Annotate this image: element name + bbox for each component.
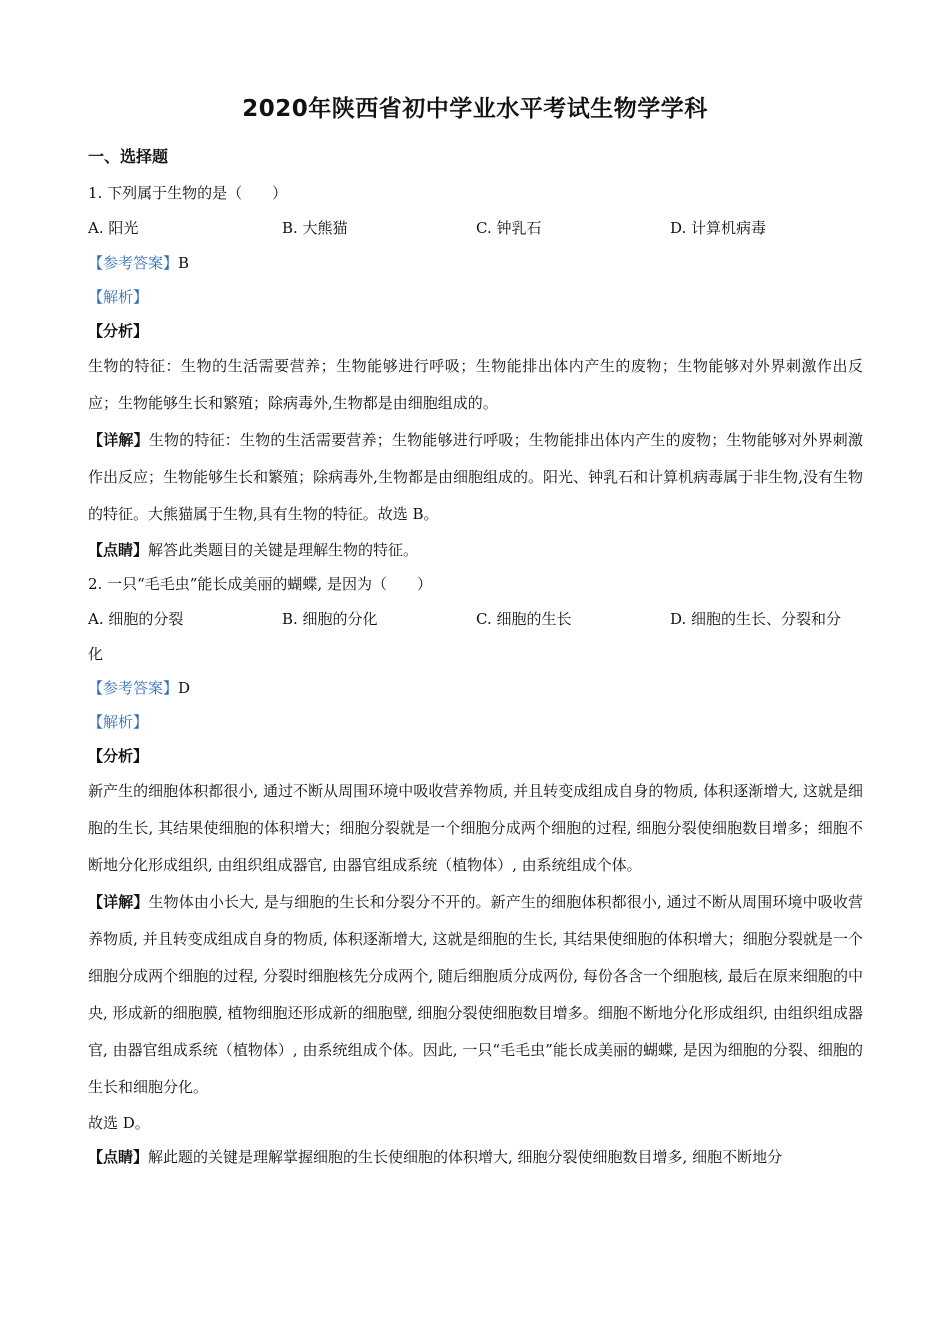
question-1-options xyxy=(88,210,863,246)
question-1-dianjing xyxy=(88,533,863,567)
question-2-xiangjie xyxy=(88,884,863,1106)
xiangjie-text: 生物的特征：生物的生活需要营养；生物能够进行呼吸；生物能排出体内产生的废物；生物能够对外界刺激作出反应；生物能够生长和繁殖；除病毒外,生物都是由细胞组成的。阳光、钟乳石和计算机病毒属于非生物,没有生物的特征。大熊猫属于生物,具有生物的特征。故选 B。 xyxy=(88,431,863,523)
fenxi-tag: 【分析】 xyxy=(88,322,149,340)
question-2-option-d-wrap: 化 xyxy=(88,645,104,663)
question-1-option-b: B. 大熊猫 xyxy=(282,219,348,237)
question-1-fenxi-tag xyxy=(88,314,863,348)
xiangjie-text: 生物体由小长大, 是与细胞的生长和分裂分不开的。新产生的细胞体积都很小, 通过不断从周围环境中吸收营养物质, 并且转变成组成自身的物质, 体积逐渐增大, 这就是细胞的生长, 其结果使细胞的体积增大；细胞分裂就是一个细胞分成两个细胞的过程, 分裂时细胞核先分成两个, 随后细胞质分成两份, 每份各含一个细胞核, 最后在原来细胞的中央, 形成新的细胞膜, 植物细胞还形成新的细胞壁, 细胞分裂使细胞数目增多。细胞不断地分化形成组织, 由组织组成器官, 由器官组成系统（植物体）, 由系统组成个体。因此, 一只“毛毛虫”能长成美丽的蝴蝶, 是因为细胞的分裂、细胞的生长和细胞分化。 xyxy=(88,893,863,1096)
question-1-fenxi: 生物的特征：生物的生活需要营养；生物能够进行呼吸；生物能排出体内产生的废物；生物能够对外界刺激作出反应；生物能够生长和繁殖；除病毒外,生物都是由细胞组成的。 xyxy=(88,357,863,412)
question-1-option-c: C. 钟乳石 xyxy=(476,219,542,237)
xiangjie-tag: 【详解】 xyxy=(88,893,149,911)
xiangjie-tag: 【详解】 xyxy=(88,431,149,449)
question-2 xyxy=(88,567,863,1174)
question-2-option-b: B. 细胞的分化 xyxy=(282,610,378,628)
question-2-fenxi: 新产生的细胞体积都很小, 通过不断从周围环境中吸收营养物质, 并且转变成组成自身的物质, 体积逐渐增大, 这就是细胞的生长, 其结果使细胞的体积增大；细胞分裂就是一个细胞分成两个细胞的过程, 细胞分裂使细胞数目增多；细胞不断地分化形成组织, 由组织组成器官, 由器官组成系统（植物体）, 由系统组成个体。 xyxy=(88,782,863,874)
question-2-option-c: C. 细胞的生长 xyxy=(476,610,572,628)
answer-value: B xyxy=(178,254,190,272)
question-2-fenxi-tag xyxy=(88,739,863,773)
section-heading: 一、选择题 xyxy=(88,147,169,166)
question-2-answer xyxy=(88,671,863,705)
question-2-stem: 2. 一只“毛毛虫”能长成美丽的蝴蝶, 是因为（ ） xyxy=(88,575,432,593)
answer-tag: 【参考答案】 xyxy=(88,254,179,272)
question-1-option-a: A. 阳光 xyxy=(88,219,139,237)
document-title: 2020年陕西省初中学业水平考试生物学学科 xyxy=(242,96,708,122)
question-2-guxuan: 故选 D。 xyxy=(88,1114,150,1132)
question-1-xiangjie xyxy=(88,422,863,533)
question-2-option-a: A. 细胞的分裂 xyxy=(88,610,184,628)
dianjing-tag: 【点睛】 xyxy=(88,1148,149,1166)
dianjing-text: 解此题的关键是理解掌握细胞的生长使细胞的体积增大, 细胞分裂使细胞数目增多, 细胞不断地分 xyxy=(148,1148,783,1166)
fenxi-tag: 【分析】 xyxy=(88,747,149,765)
question-2-dianjing xyxy=(88,1140,863,1174)
question-2-jiexi-tag: 【解析】 xyxy=(88,713,149,731)
dianjing-text: 解答此类题目的关键是理解生物的特征。 xyxy=(148,541,419,559)
answer-value: D xyxy=(178,679,191,697)
question-1-stem: 1. 下列属于生物的是（ ） xyxy=(88,184,288,202)
answer-tag: 【参考答案】 xyxy=(88,679,179,697)
question-2-option-d: D. 细胞的生长、分裂和分 xyxy=(670,610,842,628)
question-1-answer xyxy=(88,246,863,280)
document-body xyxy=(88,142,863,1174)
question-1 xyxy=(88,176,863,567)
question-1-option-d: D. 计算机病毒 xyxy=(670,219,767,237)
question-1-jiexi-tag: 【解析】 xyxy=(88,288,149,306)
dianjing-tag: 【点睛】 xyxy=(88,541,149,559)
question-2-options xyxy=(88,601,863,637)
